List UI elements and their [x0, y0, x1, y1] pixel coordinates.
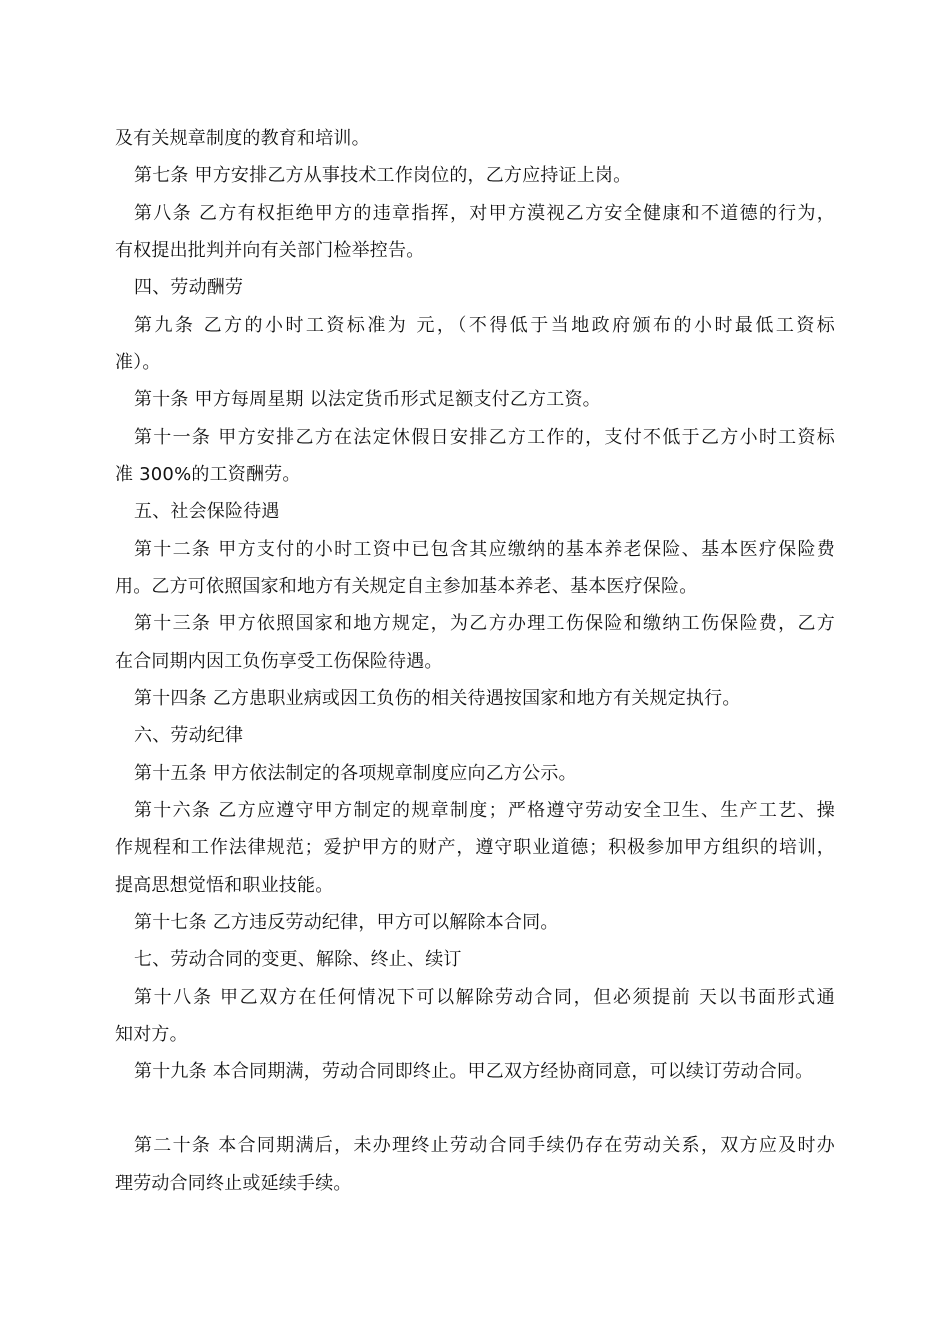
article-8-line-1: 第八条 乙方有权拒绝甲方的违章指挥，对甲方漠视乙方安全健康和不道德的行为，	[134, 203, 835, 224]
article-16-line-2: 作规程和工作法律规范；爱护甲方的财产，遵守职业道德；积极参加甲方组织的培训，	[115, 837, 835, 858]
article-9-line-1: 第九条 乙方的小时工资标准为 元，（不得低于当地政府颁布的小时最低工资标	[134, 315, 835, 336]
article-10: 第十条 甲方每周星期 以法定货币形式足额支付乙方工资。	[134, 389, 601, 410]
text-line: 及有关规章制度的教育和培训。	[115, 128, 370, 149]
article-11-line-1: 第十一条 甲方安排乙方在法定休假日安排乙方工作的，支付不低于乙方小时工资标	[134, 427, 835, 448]
article-11-line-2: 准 300%的工资酬劳。	[115, 464, 301, 485]
article-12-line-2: 用。乙方可依照国家和地方有关规定自主参加基本养老、基本医疗保险。	[115, 576, 698, 597]
article-14: 第十四条 乙方患职业病或因工负伤的相关待遇按国家和地方有关规定执行。	[134, 688, 741, 709]
article-19: 第十九条 本合同期满，劳动合同即终止。甲乙双方经协商同意，可以续订劳动合同。	[134, 1061, 814, 1082]
article-17: 第十七条 乙方违反劳动纪律，甲方可以解除本合同。	[134, 912, 559, 933]
article-16-line-1: 第十六条 乙方应遵守甲方制定的规章制度；严格遵守劳动安全卫生、生产工艺、操	[134, 800, 835, 821]
article-13-line-2: 在合同期内因工负伤享受工伤保险待遇。	[115, 651, 443, 672]
article-9-line-2: 准）。	[115, 352, 161, 373]
article-12-line-1: 第十二条 甲方支付的小时工资中已包含其应缴纳的基本养老保险、基本医疗保险费	[134, 539, 835, 560]
article-18-line-1: 第十八条 甲乙双方在任何情况下可以解除劳动合同，但必须提前 天以书面形式通	[134, 987, 835, 1008]
article-20-line-2: 理劳动合同终止或延续手续。	[115, 1173, 352, 1194]
article-8-line-2: 有权提出批判并向有关部门检举控告。	[115, 240, 425, 261]
section-heading-5: 五、社会保险待遇	[134, 501, 280, 522]
article-13-line-1: 第十三条 甲方依照国家和地方规定，为乙方办理工伤保险和缴纳工伤保险费，乙方	[134, 613, 835, 634]
section-heading-7: 七、劳动合同的变更、解除、终止、续订	[134, 949, 462, 970]
article-20-line-1: 第二十条 本合同期满后，未办理终止劳动合同手续仍存在劳动关系，双方应及时办	[134, 1135, 835, 1156]
section-heading-6: 六、劳动纪律	[134, 725, 244, 746]
section-heading-4: 四、劳动酬劳	[134, 277, 244, 298]
article-18-line-2: 知对方。	[115, 1024, 188, 1045]
article-15: 第十五条 甲方依法制定的各项规章制度应向乙方公示。	[134, 763, 577, 784]
article-16-line-3: 提高思想觉悟和职业技能。	[115, 875, 334, 896]
article-7: 第七条 甲方安排乙方从事技术工作岗位的，乙方应持证上岗。	[134, 165, 632, 186]
